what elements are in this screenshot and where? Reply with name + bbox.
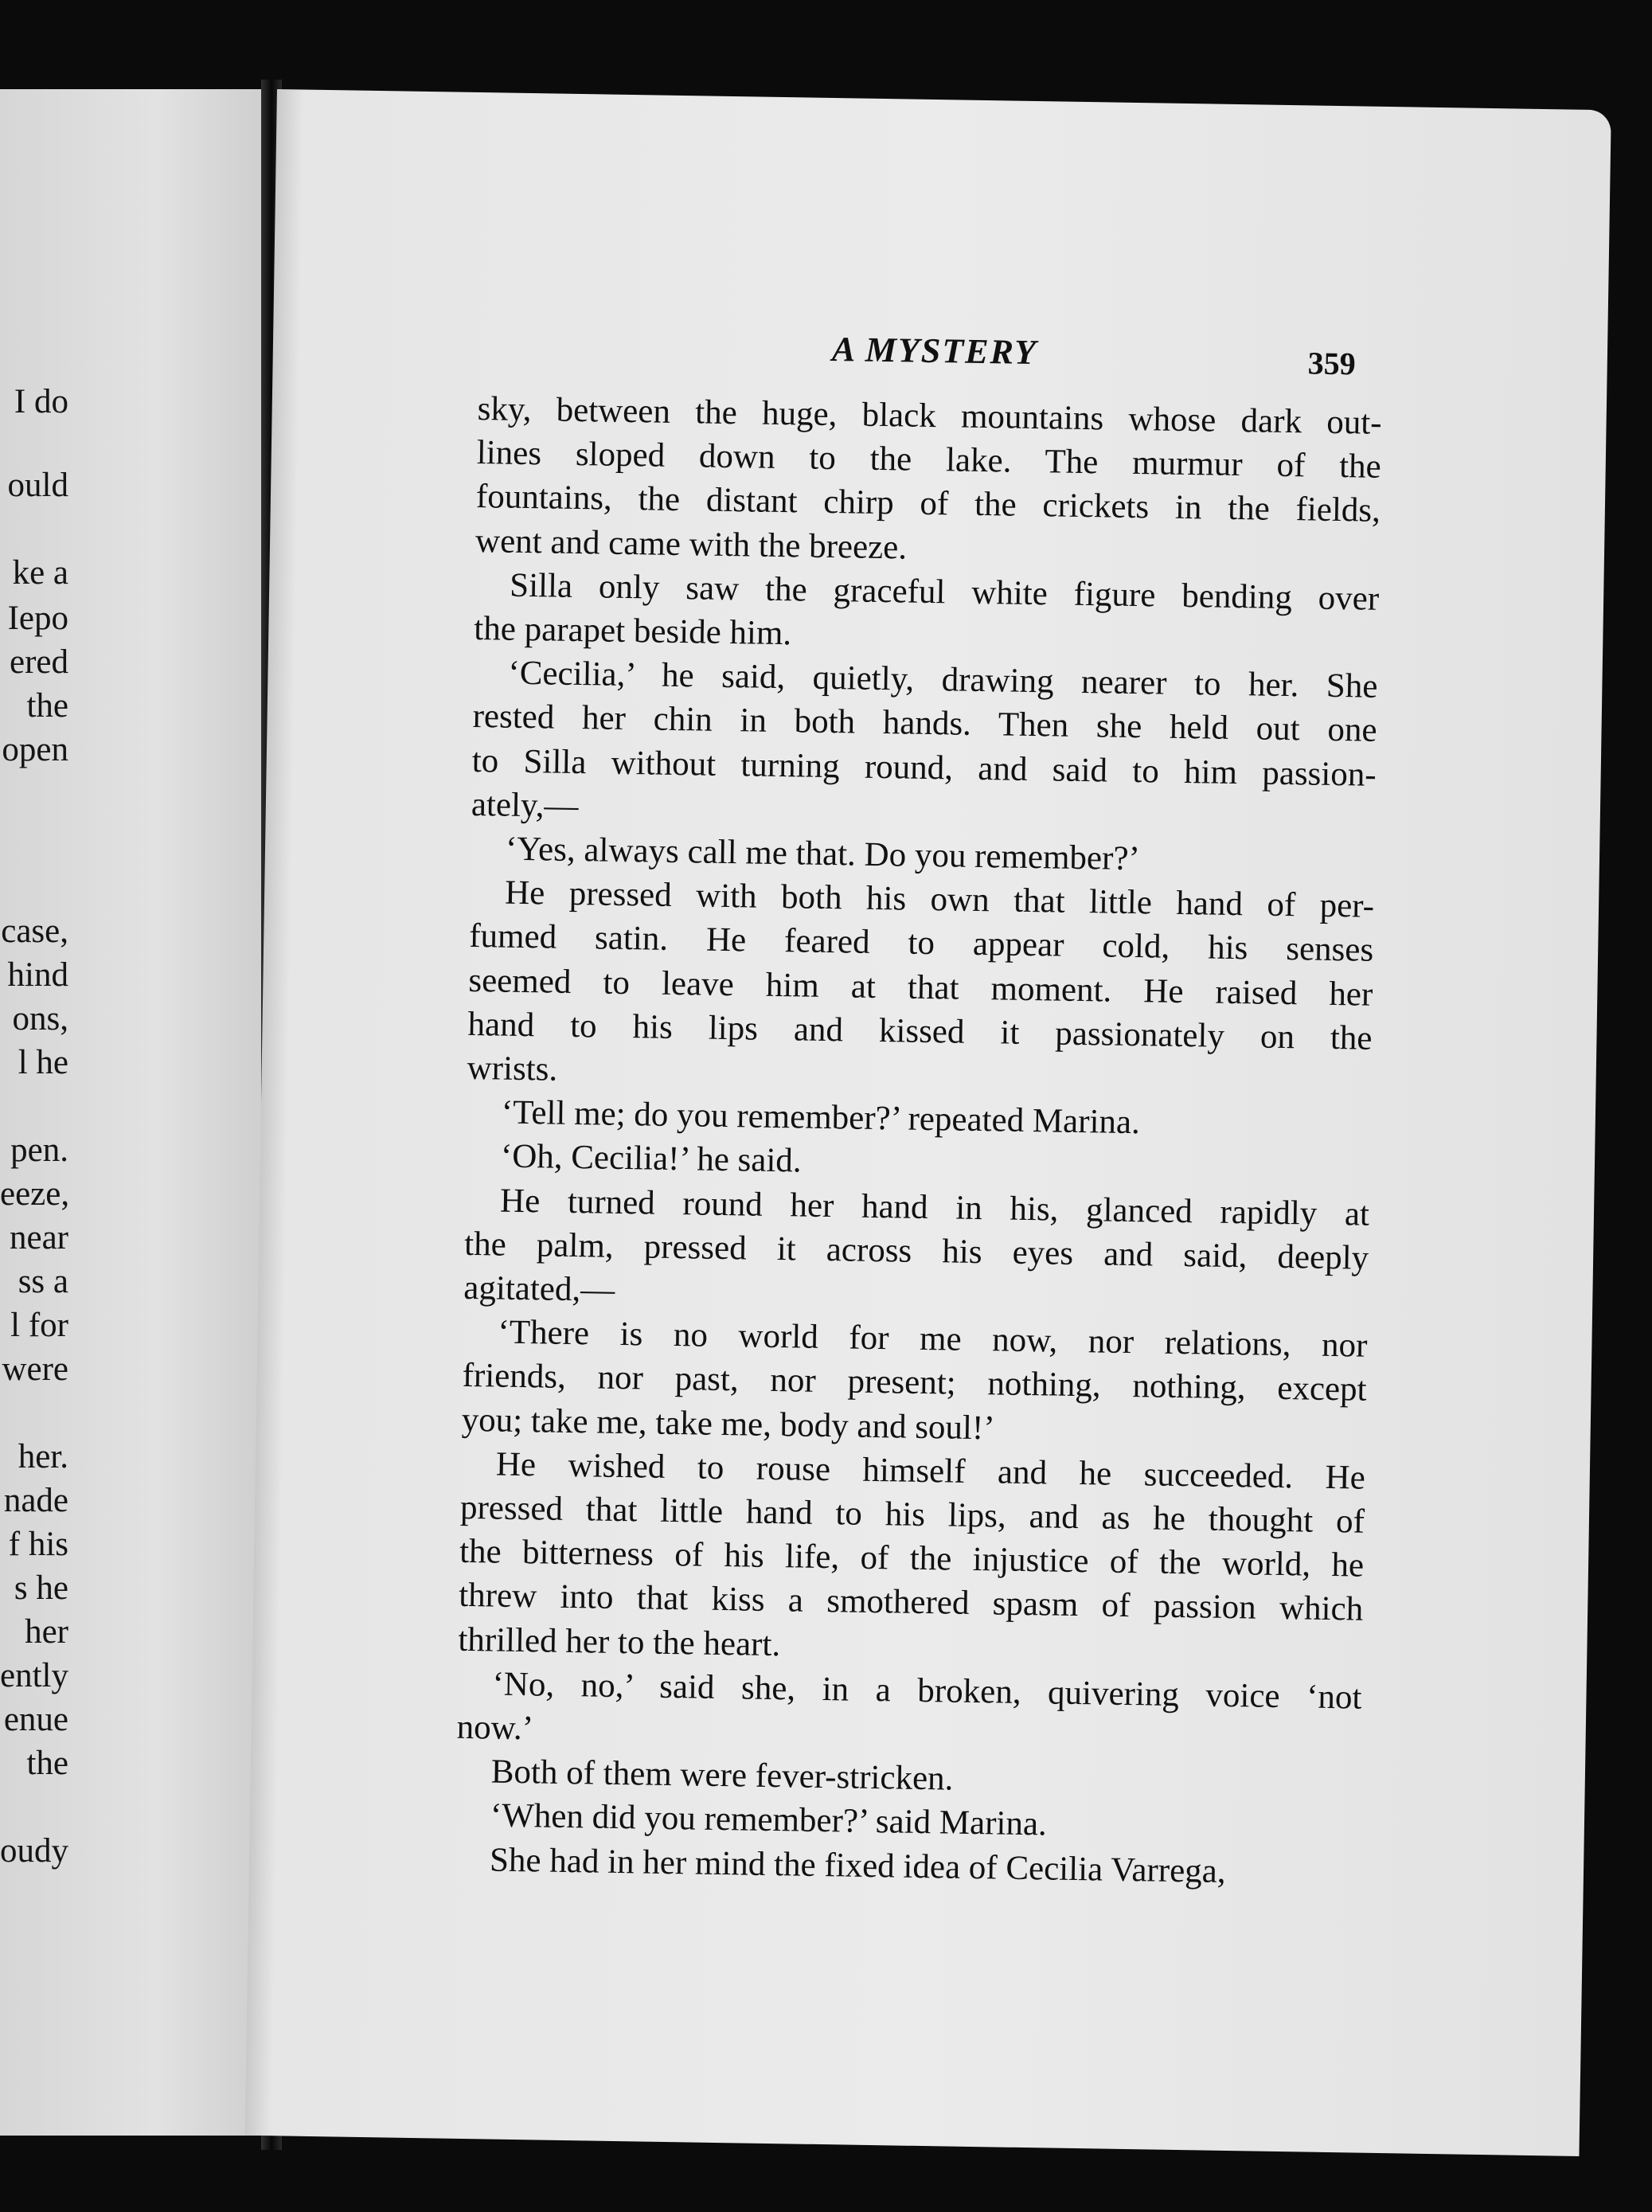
left-page-fragment: ered (10, 643, 68, 681)
text-line: She had in her mind the fixed idea of Cecilia Varrega, (489, 1841, 1226, 1890)
text-line: pressed that little hand to his lips, and as he thought of (459, 1488, 1365, 1541)
text-line: ‘There is no world for me now, nor relations, nor (498, 1313, 1368, 1365)
left-page-fragment: open (2, 731, 68, 768)
text-line: He pressed with both his own that little hand of per- (504, 873, 1375, 925)
text-line: sky, between the huge, black mountains whose dark out- (477, 390, 1382, 442)
text-line: ately,— (471, 785, 579, 825)
left-page-fragment: oudy (0, 1832, 68, 1870)
page-number: 359 (1307, 345, 1357, 382)
right-page (245, 89, 1611, 2156)
text-line: hand to his lips and kissed it passionately on the (467, 1005, 1373, 1057)
text-line: to Silla without turning round, and said to him passion- (471, 741, 1377, 794)
text-line: He turned round her hand in his, glanced rapidly at (499, 1182, 1370, 1233)
left-page-fragment: nade (3, 1482, 68, 1519)
text-line: the parapet beside him. (474, 609, 792, 653)
text-line: ‘When did you remember?’ said Marina. (490, 1796, 1048, 1843)
left-page-fragment: ss a (18, 1263, 68, 1300)
left-page-fragment: her. (18, 1438, 68, 1475)
text-line: threw into that kiss a smothered spasm of passion which (458, 1577, 1364, 1629)
text-line: ‘Yes, always call me that. Do you remember?’ (505, 830, 1141, 878)
text-line: went and came with the breeze. (475, 522, 908, 567)
left-page-fragment: l for (10, 1307, 68, 1344)
text-line: agitated,— (463, 1268, 615, 1309)
text-line: Both of them were fever-stricken. (490, 1753, 954, 1798)
left-page-fragment: s he (14, 1569, 68, 1607)
left-page-fragment: the (26, 1745, 68, 1782)
text-line: ‘Cecilia,’ he said, quietly, drawing nearer to her. She (508, 654, 1378, 705)
text-line: wrists. (467, 1049, 558, 1088)
text-line: thrilled her to the heart. (458, 1620, 781, 1663)
left-page-fragment: pen. (10, 1131, 68, 1169)
left-page-fragment: enue (3, 1701, 68, 1738)
left-page-fragment: eeze, (0, 1175, 70, 1213)
left-page-fragment: ould (7, 467, 68, 504)
text-line: ‘Tell me; do you remember?’ repeated Marina. (501, 1093, 1141, 1142)
left-page-fragment: were (2, 1350, 68, 1388)
text-line: lines sloped down to the lake. The murmur of the (476, 434, 1382, 487)
text-line: the palm, pressed it across his eyes and said, deeply (463, 1225, 1369, 1277)
text-line: He wished to rouse himself and he succeeded. He (495, 1445, 1366, 1497)
left-page-fragment: her (25, 1613, 68, 1651)
left-page-fragment: hind (7, 956, 68, 994)
text-line: ‘Oh, Cecilia!’ he said. (500, 1137, 803, 1180)
text-line: rested her chin in both hands. Then she held out one (472, 698, 1377, 750)
left-page-fragment: Iepo (7, 600, 68, 637)
left-page-fragment: ons, (12, 1000, 68, 1038)
text-line: fountains, the distant chirp of the crickets in the fields, (475, 478, 1381, 530)
text-line: now.’ (456, 1708, 534, 1748)
left-page-fragment: case, (1, 913, 68, 950)
left-page-fragment: f his (8, 1526, 68, 1563)
text-line: seemed to leave him at that moment. He raised her (468, 961, 1373, 1014)
text-line: ‘No, no,’ said she, in a broken, quivering voice ‘not (492, 1665, 1362, 1717)
text-line: Silla only saw the graceful white figure bending over (509, 566, 1380, 618)
left-page-fragment: I do (14, 383, 68, 420)
left-page-fragment: near (10, 1219, 68, 1256)
text-line: friends, nor past, nor present; nothing, nothing, except (462, 1357, 1367, 1409)
left-page-fragment: ently (0, 1657, 68, 1694)
running-head: A MYSTERY (831, 329, 1038, 373)
left-page-fragment: the (26, 687, 68, 725)
text-line: the bitterness of his life, of the injustice of the world, he (459, 1533, 1365, 1585)
text-line: you; take me, take me, body and soul!’ (461, 1401, 995, 1447)
text-line: fumed satin. He feared to appear cold, his senses (468, 917, 1374, 970)
left-page-fragment: l he (18, 1044, 68, 1081)
left-page-fragment: ke a (12, 554, 68, 592)
